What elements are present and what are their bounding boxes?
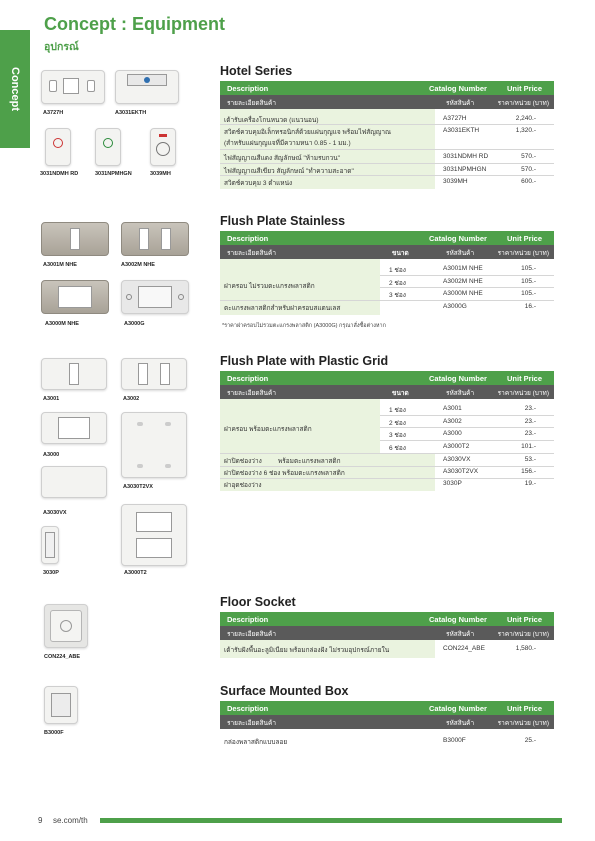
table-surface — [220, 701, 554, 747]
section-title-hotel: Hotel Series — [220, 64, 293, 78]
table-hotel — [220, 81, 554, 189]
section-title-plastic: Flush Plate with Plastic Grid — [220, 354, 389, 368]
section-title-floor: Floor Socket — [220, 595, 296, 609]
label-a3031ekth: A3031EKTH — [115, 110, 147, 116]
table-row: 3 ช่อง A3000M NHE 105.- — [389, 290, 536, 299]
table-row: ฝาปิดช่องว่าง พร้อมตะแกรงพลาสติก A3030VX 53.- — [224, 456, 536, 465]
table-row: เต้ารับเครื่องโกนหนวด (แนวนอน) A3727H 2,240.- — [224, 115, 536, 124]
table-row: ฝาปิดช่องว่าง 6 ช่อง พร้อมตะแกรงพลาสติก A3030T2VX 156.- — [224, 468, 536, 477]
product-a3030vx — [41, 466, 107, 498]
product-con224-abe — [44, 604, 88, 648]
label-3031npmhgn: 3031NPMHGN — [95, 171, 132, 177]
product-3031ndmh-rd — [45, 128, 71, 166]
side-tab — [0, 30, 30, 148]
table-row: เต้ารับฝังพื้นอะลูมิเนียม พร้อมกล่องฝัง ไม่รวมอุปกรณ์ภายใน CON224_ABE 1,580.- — [224, 645, 536, 654]
label-con224-abe: CON224_ABE — [44, 654, 81, 660]
table-header: Description Catalog Number Unit Price — [220, 81, 554, 95]
label-a3001m-nhe: A3001M NHE — [43, 262, 77, 268]
row-note: (สำหรับแผ่นกุญแจที่มีความหนา 0.85 - 1 มม.) — [224, 140, 351, 147]
product-a3000g — [121, 280, 189, 314]
label-b3000f: B3000F — [44, 730, 64, 736]
product-a3727h — [41, 70, 105, 104]
product-a3001m-nhe — [41, 222, 109, 256]
product-3030p — [41, 526, 59, 564]
table-row: 3 ช่อง A3000 23.- — [389, 430, 536, 439]
side-tab-label: Concept — [9, 67, 21, 111]
label-a3000: A3000 — [43, 452, 60, 458]
table-row: ตะแกรงพลาสติกสำหรับฝาครอบสแตนเลส A3000G 16.- — [224, 303, 536, 312]
table-subheader: รายละเอียดสินค้า ขนาด รหัสสินค้า ราคา/หน่วย (บาท) — [220, 385, 554, 399]
merged-desc: ฝาครอบ ไม่รวมตะแกรงพลาสติก — [224, 283, 315, 290]
product-a3030t2vx — [121, 412, 187, 478]
table-row: 6 ช่อง A3000T2 101.- — [389, 443, 536, 452]
label-a3030vx: A3030VX — [43, 510, 67, 516]
table-subheader: รายละเอียดสินค้า รหัสสินค้า ราคา/หน่วย (บาท) — [220, 715, 554, 729]
label-a3030t2vx: A3030T2VX — [123, 484, 153, 490]
product-3031npmhgn — [95, 128, 121, 166]
table-row: 1 ช่อง A3001 23.- — [389, 405, 536, 414]
label-a3000t2: A3000T2 — [124, 570, 147, 576]
page-subtitle: อุปกรณ์ — [44, 41, 79, 53]
product-3039mh — [150, 128, 176, 166]
page-number: 9 — [38, 816, 43, 825]
product-a3000t2 — [121, 504, 187, 566]
label-3030p: 3030P — [43, 570, 59, 576]
label-a3001: A3001 — [43, 396, 60, 402]
table-floor — [220, 612, 554, 658]
table-row: 2 ช่อง A3002M NHE 105.- — [389, 278, 536, 287]
footer-url: se.com/th — [53, 816, 88, 825]
table-header: Description Catalog Number Unit Price — [220, 612, 554, 626]
table-header: Description Catalog Number Unit Price — [220, 371, 554, 385]
label-a3000m-nhe: A3000M NHE — [45, 321, 79, 327]
table-subheader: รายละเอียดสินค้า รหัสสินค้า ราคา/หน่วย (บาท) — [220, 626, 554, 640]
label-a3002: A3002 — [123, 396, 140, 402]
label-a3000g: A3000G — [124, 321, 145, 327]
page-title: Concept : Equipment — [44, 14, 225, 34]
table-subheader: รายละเอียดสินค้า รหัสสินค้า ราคา/หน่วย (บาท) — [220, 95, 554, 109]
table-row: ฝาอุดช่องว่าง 3030P 19.- — [224, 480, 536, 489]
product-a3002 — [121, 358, 187, 390]
product-a3002m-nhe — [121, 222, 189, 256]
table-header: Description Catalog Number Unit Price — [220, 701, 554, 715]
table-row: สวิตช์ควบคุม 3 ตำแหน่ง 3039MH 600.- — [224, 178, 536, 187]
table-row: สวิตช์ควบคุมอิเล็กทรอนิกส์ด้วยแผ่นกุญแจ พร้อมไฟสัญญาณ A3031EKTH 1,320.- — [224, 127, 536, 136]
product-a3031ekth — [115, 70, 179, 104]
table-stainless — [220, 231, 554, 315]
table-row: ไฟสัญญาณสีแดง สัญลักษณ์ "ห้ามรบกวน" 3031NDMH RD 570.- — [224, 153, 536, 162]
label-3031ndmh-rd: 3031NDMH RD — [40, 171, 79, 177]
table-subheader: รายละเอียดสินค้า ขนาด รหัสสินค้า ราคา/หน่วย (บาท) — [220, 245, 554, 259]
section-title-stainless: Flush Plate Stainless — [220, 214, 346, 228]
merged-desc: ฝาครอบ พร้อมตะแกรงพลาสติก — [224, 426, 312, 433]
product-a3000m-nhe — [41, 280, 109, 314]
label-a3727h: A3727H — [43, 110, 64, 116]
table-plastic — [220, 371, 554, 491]
product-a3001 — [41, 358, 107, 390]
table-header: Description Catalog Number Unit Price — [220, 231, 554, 245]
footer-bar — [100, 818, 562, 823]
label-3039mh: 3039MH — [150, 171, 171, 177]
table-row: 1 ช่อง A3001M NHE 105.- — [389, 265, 536, 274]
product-a3000 — [41, 412, 107, 444]
section-title-surface: Surface Mounted Box — [220, 684, 349, 698]
table-row: ไฟสัญญาณสีเขียว สัญลักษณ์ "ทำความสะอาด" 3031NPMHGN 570.- — [224, 166, 536, 175]
table-row: 2 ช่อง A3002 23.- — [389, 418, 536, 427]
table-note: *ราคาฝาครอบไม่รวมตะแกรงพลาสติก (A3000G) กรุณาสั่งซื้อต่างหาก — [222, 323, 386, 329]
label-a3002m-nhe: A3002M NHE — [121, 262, 155, 268]
product-b3000f — [44, 686, 78, 724]
table-row: กล่องพลาสติกแบบลอย B3000F 25.- — [224, 737, 536, 746]
